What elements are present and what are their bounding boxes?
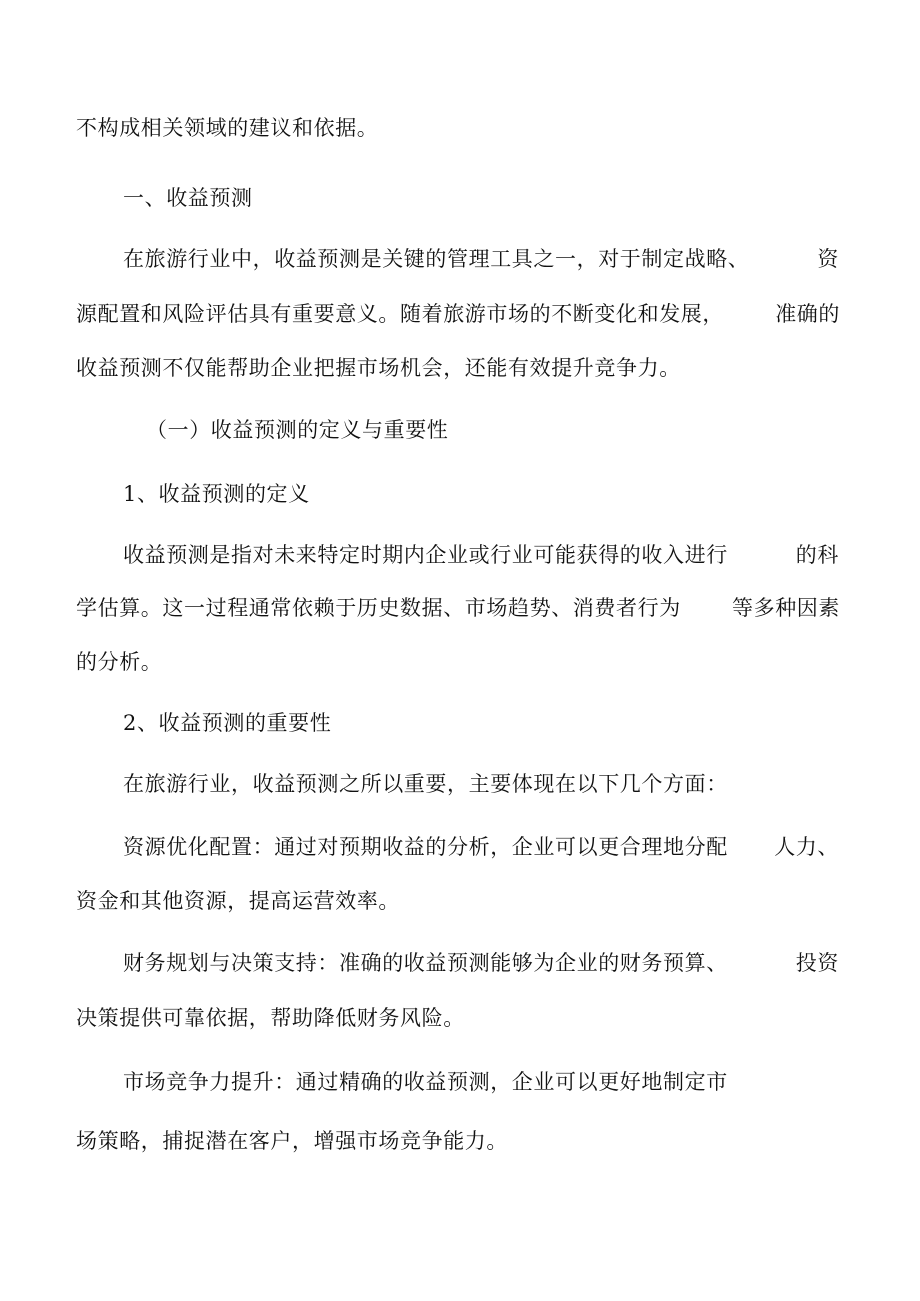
section-heading-revenue-forecast: 一、收益预测 xyxy=(123,186,253,210)
paragraph-line: 决策提供可靠依据，帮助降低财务风险。 xyxy=(76,1006,465,1030)
paragraph-line: 在旅游行业中，收益预测是关键的管理工具之一，对于制定战略、 资 xyxy=(123,247,839,271)
list-item-financial-planning: 财务规划与决策支持：准确的收益预测能够为企业的财务预算、 投资 xyxy=(123,951,839,975)
paragraph-line: 的分析。 xyxy=(76,650,163,674)
item-heading-definition: 1、收益预测的定义 xyxy=(123,482,310,506)
paragraph-line: 场策略，捕捉潜在客户，增强市场竞争能力。 xyxy=(76,1129,508,1153)
paragraph-line-intro-tail: 不构成相关领域的建议和依据。 xyxy=(76,116,379,140)
paragraph-line: 收益预测是指对未来特定时期内企业或行业可能获得的收入进行 的科 xyxy=(123,543,839,567)
subsection-heading-definition-importance: （一）收益预测的定义与重要性 xyxy=(146,418,449,442)
list-item-resource-optimization: 资源优化配置：通过对预期收益的分析，企业可以更合理地分配 人力、 xyxy=(123,835,839,859)
item-heading-importance: 2、收益预测的重要性 xyxy=(123,711,332,735)
paragraph-line: 收益预测不仅能帮助企业把握市场机会，还能有效提升竞争力。 xyxy=(76,356,681,380)
paragraph-line: 在旅游行业，收益预测之所以重要，主要体现在以下几个方面： xyxy=(123,772,728,796)
paragraph-line: 资金和其他资源，提高运营效率。 xyxy=(76,889,400,913)
list-item-market-competitiveness: 市场竞争力提升：通过精确的收益预测，企业可以更好地制定市 xyxy=(123,1070,728,1094)
paragraph-line: 学估算。这一过程通常依赖于历史数据、市场趋势、消费者行为 等多种因素 xyxy=(76,596,840,620)
paragraph-line: 源配置和风险评估具有重要意义。随着旅游市场的不断变化和发展， 准确的 xyxy=(76,302,840,326)
